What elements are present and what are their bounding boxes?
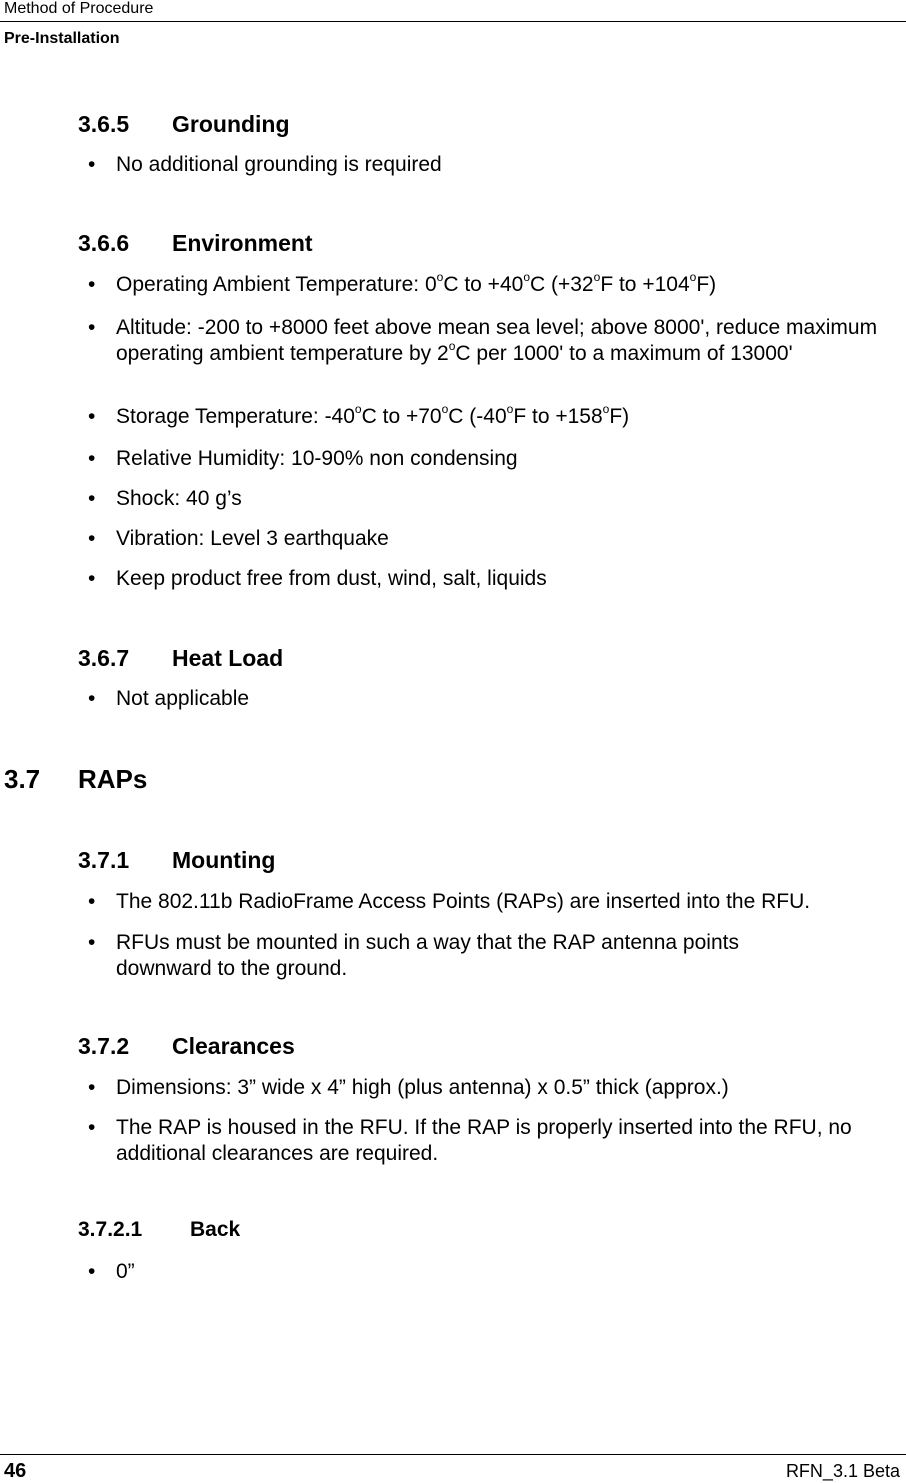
heading-title: Clearances [172, 1033, 295, 1059]
list-item-text: No additional grounding is required [116, 153, 442, 176]
footer-rule [0, 1454, 906, 1455]
bullet-icon: • [88, 1076, 96, 1099]
list-item [78, 272, 896, 298]
heading-title: Environment [172, 230, 313, 256]
bullet-icon: • [88, 931, 96, 954]
list-item-text: Dimensions: 3” wide x 4” high (plus antenna) x 0.5” thick (approx.) [116, 1076, 729, 1099]
list-item-text: Not applicable [116, 687, 250, 710]
running-header-section: Pre-Installation [4, 30, 120, 47]
list-item-text: Keep product free from dust, wind, salt, liquids [116, 567, 547, 590]
bullet-icon: • [88, 687, 96, 710]
bullet-icon: • [88, 316, 96, 339]
heading-number: 3.6.6 [78, 230, 130, 256]
list-item [78, 526, 896, 552]
list-item [78, 1259, 896, 1285]
list-item [78, 404, 896, 430]
heading-number: 3.6.5 [78, 111, 130, 137]
heading-title: RAPs [78, 764, 148, 794]
heading-3-6-7 [78, 644, 283, 672]
list-item [78, 315, 896, 367]
list-item-text: RFUs must be mounted in such a way that the RAP antenna points downward to the ground. [116, 931, 739, 980]
list-item [78, 889, 896, 915]
bullet-icon: • [88, 273, 96, 296]
heading-3-7-2-1 [78, 1217, 240, 1243]
heading-number: 3.7.2 [78, 1033, 130, 1059]
bullet-icon: • [88, 487, 96, 510]
bullet-icon: • [88, 567, 96, 590]
bullet-icon: • [88, 153, 96, 176]
list-item [78, 930, 896, 982]
list-item [78, 486, 896, 512]
heading-3-6-5 [78, 110, 290, 138]
list-item [78, 152, 896, 178]
heading-title: Heat Load [172, 645, 284, 671]
list-item [78, 686, 896, 712]
bullet-icon: • [88, 890, 96, 913]
list-item-text: Shock: 40 g’s [116, 487, 242, 510]
heading-3-6-6 [78, 229, 313, 257]
heading-number: 3.7.2.1 [78, 1218, 143, 1241]
list-item [78, 1115, 896, 1167]
heading-number: 3.7 [4, 764, 41, 794]
list-item-text: Relative Humidity: 10-90% non condensing [116, 447, 518, 470]
bullet-icon: • [88, 1116, 96, 1139]
list-item-text: Operating Ambient Temperature: 0$^o$C to $+40^oC$ ($+32^oF$ to $+104^oF$) [116, 270, 717, 296]
list-item-text: Altitude: -200 to +8000 feet above mean sea level; above 8000', reduce maximum operating ambient temperature by 2$^o$C per 1000' to a maximum of 13000' [116, 316, 878, 365]
heading-number: 3.6.7 [78, 645, 130, 671]
list-item-text: Vibration: Level 3 earthquake [116, 527, 389, 550]
bullet-icon: • [88, 447, 96, 470]
heading-title: Mounting [172, 847, 276, 873]
heading-3-7 [4, 763, 147, 795]
bullet-icon: • [88, 527, 96, 550]
list-item [78, 446, 896, 472]
page-number: 46 [4, 1460, 27, 1482]
bullet-icon: • [88, 1260, 96, 1283]
list-item [78, 1075, 896, 1101]
header-rule [0, 21, 906, 22]
heading-3-7-1 [78, 846, 275, 874]
running-header-title: Method of Procedure [4, 0, 154, 17]
list-item-text: The 802.11b RadioFrame Access Points (RAPs) are inserted into the RFU. [116, 890, 811, 913]
list-item-text: Storage Temperature: -40$^o$C to $+70^oC$ (-40$^o$F to $+158^oF$) [116, 402, 630, 428]
heading-title: Back [190, 1218, 241, 1241]
list-item-text: The RAP is housed in the RFU. If the RAP is properly inserted into the RFU, no additional clearances are required. [116, 1116, 852, 1165]
heading-3-7-2 [78, 1032, 295, 1060]
heading-title: Grounding [172, 111, 290, 137]
list-item-text: 0” [116, 1260, 135, 1283]
heading-number: 3.7.1 [78, 847, 130, 873]
document-version: RFN_3.1 Beta [785, 1461, 900, 1481]
list-item [78, 566, 896, 592]
bullet-icon: • [88, 405, 96, 428]
